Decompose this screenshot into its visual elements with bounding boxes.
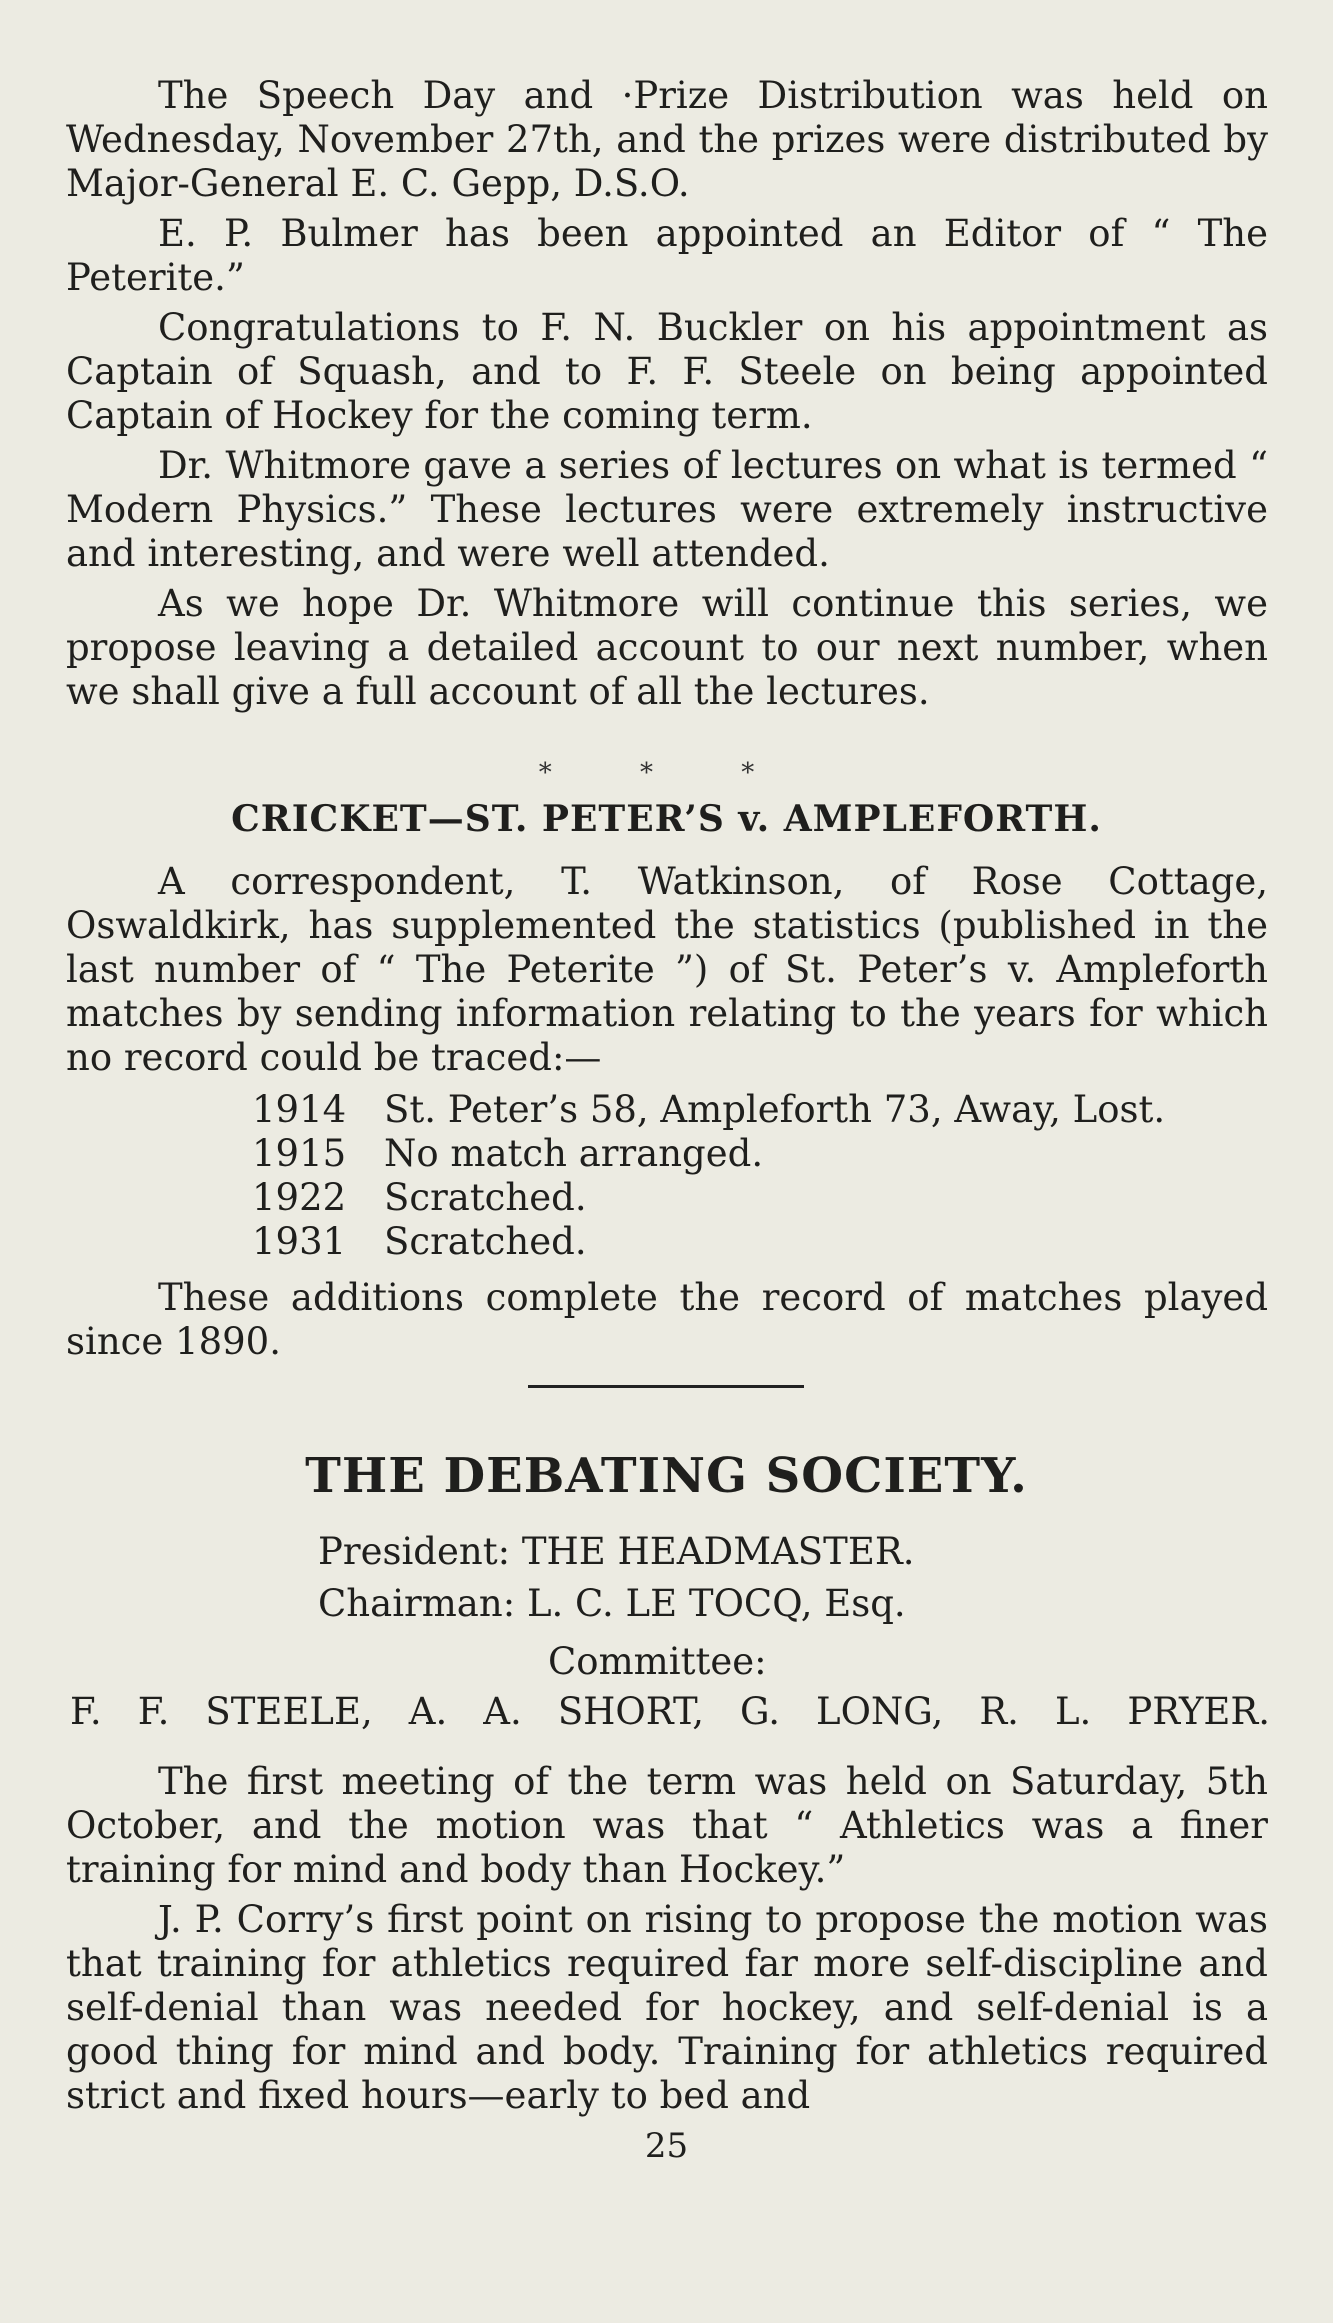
chairman-value: L. C. LE TOCQ, Esq. [526,1582,906,1625]
committee-label: Committee: [548,1640,767,1683]
page-number: 25 [644,2126,689,2166]
list-item [252,1132,1165,1176]
section-separator-stars: * * * [538,758,795,788]
cricket-closing-block [66,1276,1268,1364]
chairman-label: Chairman: [318,1582,516,1625]
list-item [252,1088,1165,1132]
record-year: 1914 [252,1088,347,1131]
debating-society-heading: THE DEBATING SOCIETY. [305,1448,1028,1504]
intro-section [66,74,1268,714]
corry-argument-paragraph: J. P. Corry’s first point on rising to propose the motion was that training for athletics required far more self-discipline and self-denial than was needed for hockey, and self-denial is a good thing for mind and body. Training for athletics required strict and fixed hours—early to bed and [66,1898,1268,2117]
president-line [318,1530,914,1574]
first-meeting-paragraph: The first meeting of the term was held on Saturday, 5th October, and the motion was that “ Athletics was a finer training for mind and body than Hockey.” [66,1760,1268,1891]
lecture-series-paragraph: As we hope Dr. Whitmore will continue this series, we propose leaving a detailed account to our next number, when we shall give a full account of all the lectures. [66,582,1268,713]
list-item [252,1176,1165,1220]
record-result: No match arranged. [384,1132,764,1175]
lectures-paragraph: Dr. Whitmore gave a series of lectures on what is termed “ Modern Physics.” These lectures were extremely instructive and interesting, and were well attended. [66,444,1268,575]
speech-day-paragraph: The Speech Day and ·Prize Distribution was held on Wednesday, November 27th, and the prizes were distributed by Major-General E. C. Gepp, D.S.O. [66,74,1268,205]
record-result: St. Peter’s 58, Ampleforth 73, Away, Lost. [384,1088,1166,1131]
match-record-list [252,1088,1165,1264]
congratulations-paragraph: Congratulations to F. N. Buckler on his appointment as Captain of Squash, and to F. F. Steele on being appointed Captain of Hockey for the coming term. [66,306,1268,437]
debating-body [66,1760,1268,2118]
cricket-closing-paragraph: These additions complete the record of matches played since 1890. [66,1276,1268,1363]
chairman-line [318,1582,906,1626]
president-value: THE HEADMASTER. [521,1530,915,1573]
cricket-intro-block [66,860,1268,1080]
president-label: President: [318,1530,511,1573]
cricket-intro-paragraph: A correspondent, T. Watkinson, of Rose Cottage, Oswaldkirk, has supplemented the statistics (published in the last number of “ The Peterite ”) of St. Peter’s v. Ampleforth matches by sending information relating to the years for which no record could be traced:— [66,860,1268,1079]
cricket-heading: CRICKET—ST. PETER’S v. AMPLEFORTH. [231,798,1102,840]
record-result: Scratched. [384,1176,587,1219]
section-divider-rule [528,1385,804,1388]
record-year: 1931 [252,1220,347,1263]
committee-members: F. F. STEELE, A. A. SHORT, G. LONG, R. L. PRYER. [70,1690,1270,1733]
editor-paragraph: E. P. Bulmer has been appointed an Editor of “ The Peterite.” [66,212,1268,299]
record-result: Scratched. [384,1220,587,1263]
list-item [252,1220,1165,1264]
record-year: 1922 [252,1176,347,1219]
record-year: 1915 [252,1132,347,1175]
